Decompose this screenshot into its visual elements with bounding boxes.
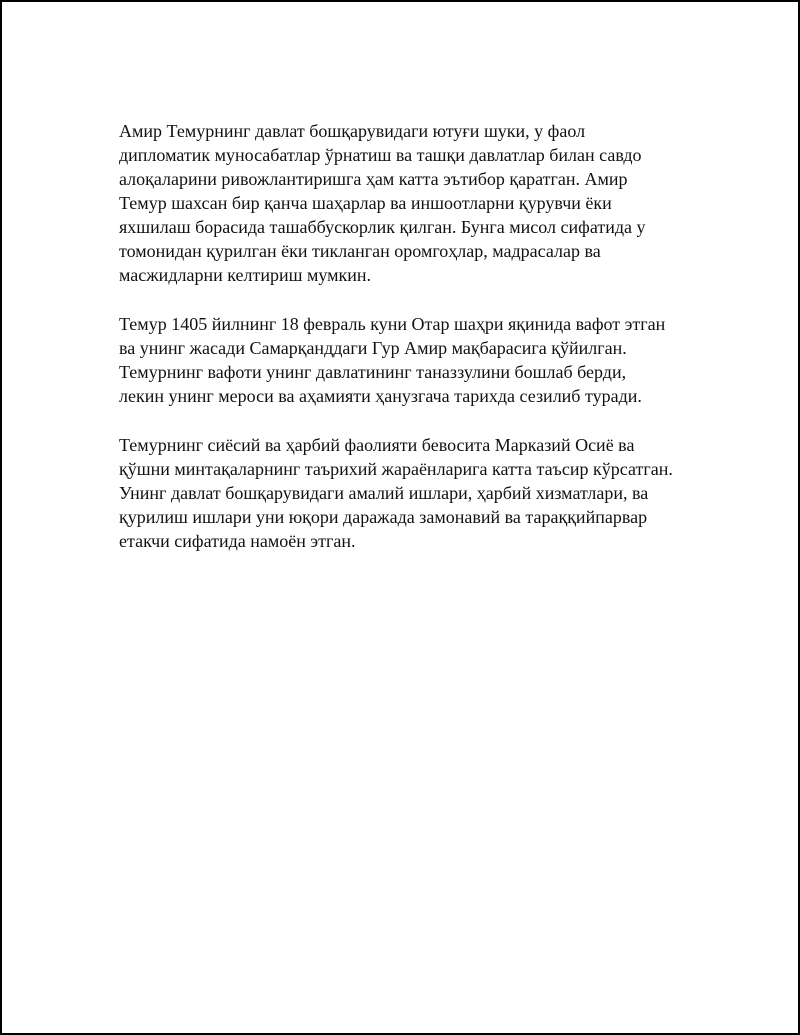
document-body <box>119 119 694 578</box>
paragraph-2: Темур 1405 йилнинг 18 февраль куни Отар шаҳри яқинида вафот этган ва унинг жасади Самарқанддаги Гур Амир мақбарасига қўйилган. Темурнинг вафоти унинг давлатининг таназзулини бошлаб берди, лекин унинг мероси ва аҳамияти ҳанузгача тарихда сезилиб туради. <box>119 314 666 406</box>
paragraph-3: Темурнинг сиёсий ва ҳарбий фаолияти бевосита Марказий Осиё ва қўшни минтақаларнинг таърихий жараёнларига катта таъсир кўрсатган. Унинг давлат бошқарувидаги амалий ишлари, ҳарбий хизматлари, ва қурилиш ишлари уни юқори даражада замонавий ва тараққийпарвар етакчи сифатида намоён этган. <box>119 435 673 551</box>
paragraph-1: Амир Темурнинг давлат бошқарувидаги ютуғи шуки, у фаол дипломатик муносабатлар ўрнатиш ва ташқи давлатлар билан савдо алоқаларини ривожлантиришга ҳам катта эътибор қаратган. Амир Темур шахсан бир қанча шаҳарлар ва иншоотларни қурувчи ёки яхшилаш борасида ташаббускорлик қилган. Бунга мисол сифатида у томонидан қурилган ёки тикланган оромгоҳлар, мадрасалар ва масжидларни келтириш мумкин. <box>119 121 646 285</box>
